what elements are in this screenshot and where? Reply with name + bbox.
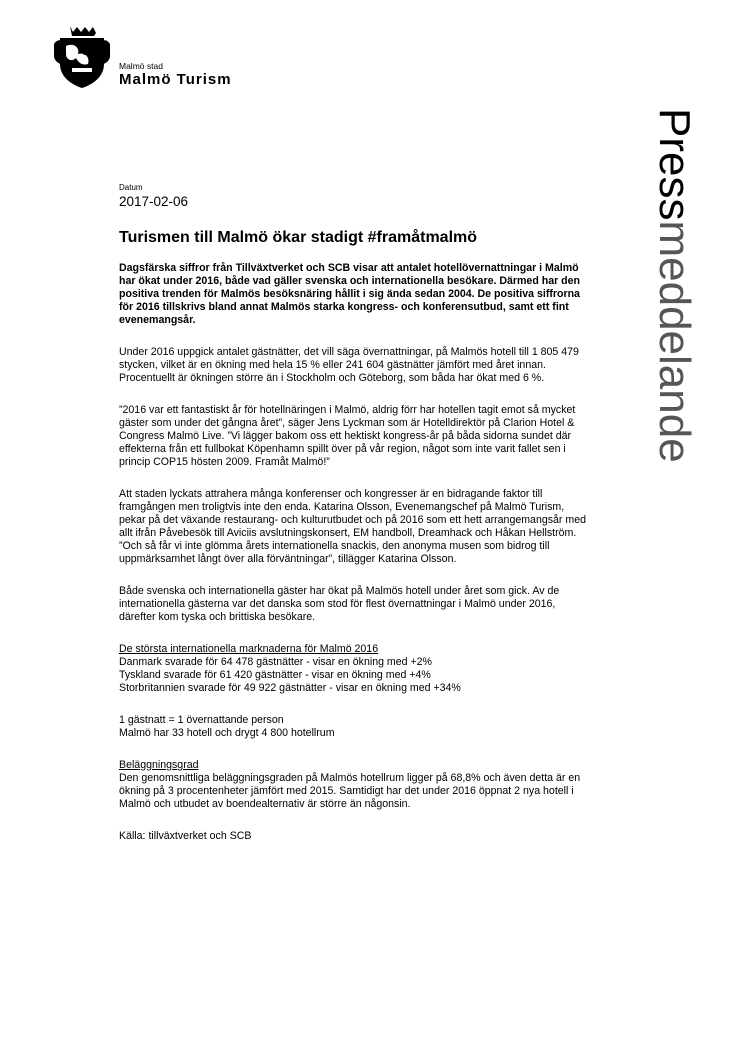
vertical-label-part2: meddelande: [650, 220, 699, 463]
malmo-coat-of-arms-logo: [52, 24, 112, 90]
document-body: [119, 183, 589, 862]
date-label: Datum: [119, 183, 143, 192]
fact-line: 1 gästnatt = 1 övernattande person: [119, 714, 284, 726]
fact-line: Malmö har 33 hotell och drygt 4 800 hotellrum: [119, 727, 335, 739]
occupancy-text: Den genomsnittliga beläggningsgraden på Malmös hotellrum ligger på 68,8% och även detta är en ökning på 3 procentenheter jämfört med 2015. Samtidigt har det under 2016 öppnat 2 nya hotell i Malmö och utbudet av boendealternativ är större än någonsin.: [119, 772, 581, 810]
occupancy-heading: Beläggningsgrad: [119, 759, 199, 771]
body-paragraph: Under 2016 uppgick antalet gästnätter, det vill säga övernattningar, på Malmös hotell till 1 805 479 stycken, vilket är en ökning med hela 15 % eller 241 604 gästnätter jämfört med året innan. Procentuellt är ökningen större än i Stockholm och Göteborg, som båda har ökat med 6 %.: [119, 346, 579, 384]
page-title: Turismen till Malmö ökar stadigt #framåtmalmö: [119, 229, 478, 246]
body-paragraph: Både svenska och internationella gäster har ökat på Malmös hotell under året som gick. Av de internationella gästerna var det danska som stod för flest övernattningar i Malmö under 2016, därefter kom tyska och brittiska besökare.: [119, 585, 560, 623]
organization-block: [119, 61, 232, 89]
vertical-label-part1: Press: [650, 108, 699, 221]
market-line: Storbritannien svarade för 49 922 gästnätter - visar en ökning med +34%: [119, 682, 461, 694]
source-line: Källa: tillväxtverket och SCB: [119, 830, 252, 842]
organization-name: Malmö Turism: [119, 71, 232, 88]
market-line: Tyskland svarade för 61 420 gästnätter - visar en ökning med +4%: [119, 669, 431, 681]
facts-section: [119, 714, 589, 740]
market-line: Danmark svarade för 64 478 gästnätter - visar en ökning med +2%: [119, 656, 432, 668]
occupancy-section: [119, 759, 589, 811]
body-paragraph: Att staden lyckats attrahera många konferenser och kongresser är en bidragande faktor till framgången men troligtvis inte den enda. Katarina Olsson, Evenemangschef på Malmö Turism, pekar på det växande restaurang- och kulturutbudet och på 2016 som ett hett arrangemangsår med allt ifrån Påvebesök till Aviciis avslutningskonsert, EM handboll, Dreamhack och Håkan Hellström. ”Och så får vi inte glömma årets internationella snackis, den anonyma musen som bidrog till uppmärksamhet långt över alla förväntningar”, tillägger Katarina Olsson.: [119, 488, 587, 565]
markets-heading: De största internationella marknaderna för Malmö 2016: [119, 643, 379, 655]
date-value: 2017-02-06: [119, 194, 189, 209]
body-paragraph: ”2016 var ett fantastiskt år för hotellnäringen i Malmö, aldrig förr har hotellen tagit emot så mycket gäster som under det gångna året”, säger Jens Lyckman som är Hotelldirektör på Clarion Hotel & Congress Malmö Live. ”Vi lägger bakom oss ett hektiskt kongress-år på båda sidorna sundet där effekterna från ett fullbokat Köpenhamn spillt över på vår region, något som inte varit fallet sen i princip COP15 hösten 2009. Framåt Malmö!”: [119, 404, 576, 468]
organization-parent: Malmö stad: [119, 61, 163, 71]
markets-section: [119, 643, 589, 695]
lead-paragraph: Dagsfärska siffror från Tillväxtverket och SCB visar att antalet hotellövernattningar i Malmö har ökat under 2016, både vad gäller svenska och internationella besökare. Därmed har den positiva trenden för Malmös besöksnäring hållit i sig ända sedan 2004. De positiva siffrorna för 2016 tillskrivs bland annat Malmös starka kongress- och konferensutbud, samt ett fint evenemangsår.: [119, 262, 581, 326]
vertical-pressmeddelande-label: [642, 108, 702, 548]
